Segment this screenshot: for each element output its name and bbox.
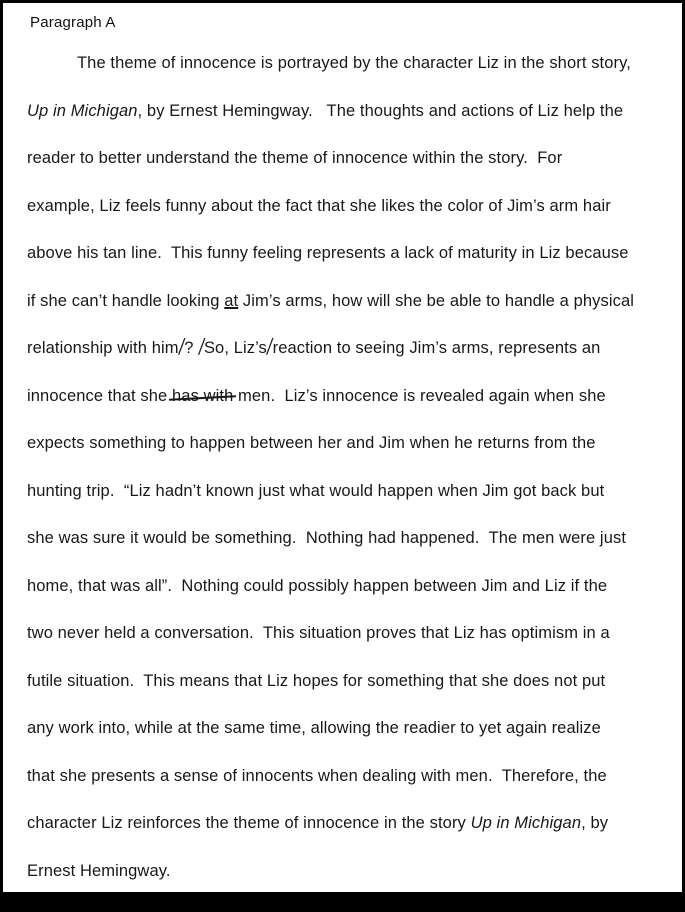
text-run: , by Ernest Hemingway. The thoughts and actions of Liz help the [137,101,624,120]
text-run: reader to better understand the theme of innocence within the story. For [27,149,563,167]
text-run: futile situation. This means that Liz hopes for something that she does not put [27,671,606,690]
italic-title: Up in Michigan [27,101,138,120]
text-line [27,135,666,183]
text-line [27,658,666,706]
italic-title: Up in Michigan [470,814,582,832]
handwritten-slash-mark: / [196,334,206,361]
essay-body [27,40,666,895]
text-run: reaction to seeing Jim’s arms, represents an [272,339,601,357]
text-run: men. Liz’s innocence is revealed again when she [233,386,606,405]
text-run: Ernest Hemingway. [27,861,171,880]
text-line [27,183,666,231]
text-run: hunting trip. “Liz hadn’t known just what would happen when Jim got back but [27,481,605,500]
text-run: So, Liz’s [203,339,267,357]
text-run: The theme of innocence is portrayed by the character Liz in the short story, [77,54,631,72]
scan-artifact-bar [3,892,682,909]
text-run: expects something to happen between her and Jim when he returns from the [27,434,596,452]
text-line [27,88,666,136]
text-line [27,420,666,468]
text-line [27,373,666,421]
text-line [27,610,666,658]
text-line [27,278,666,326]
text-run: any work into, while at the same time, allowing the readier to yet again realize [27,719,601,737]
text-run: two never held a conversation. This situation proves that Liz has optimism in a [27,624,610,642]
text-line [27,40,666,88]
text-line [27,753,666,801]
handwritten-slash-mark: / [177,334,187,361]
text-run: home, that was all”. Nothing could possibly happen between Jim and Liz if the [27,576,608,595]
text-run: if she can’t handle looking [27,291,225,310]
text-line [27,563,666,611]
text-line [27,230,666,278]
text-line [27,468,666,516]
text-run: that she presents a sense of innocents when dealing with men. Therefore, the [27,766,607,785]
paragraph-label: Paragraph A [30,14,116,31]
text-run: Jim’s arms, how will she be able to handle a physical [238,291,635,310]
text-run: , by [581,814,609,832]
text-run: innocence that she [27,386,173,405]
text-line [27,325,666,373]
handwritten-slash-mark: / [265,334,275,361]
text-line [27,515,666,563]
text-run: ? [184,339,199,357]
text-line [27,800,666,848]
text-run: character Liz reinforces the theme of innocence in the story [27,814,471,832]
text-run: above his tan line. This funny feeling represents a lack of maturity in Liz because [27,244,629,262]
text-line [27,705,666,753]
handwritten-underline: at [224,291,239,310]
text-line [27,848,666,896]
text-run: relationship with him [27,339,179,357]
handwritten-strikethrough: has with [172,373,233,421]
text-run: example, Liz feels funny about the fact that she likes the color of Jim’s arm hair [27,196,611,215]
text-run: she was sure it would be something. Nothing had happened. The men were just [27,529,627,547]
